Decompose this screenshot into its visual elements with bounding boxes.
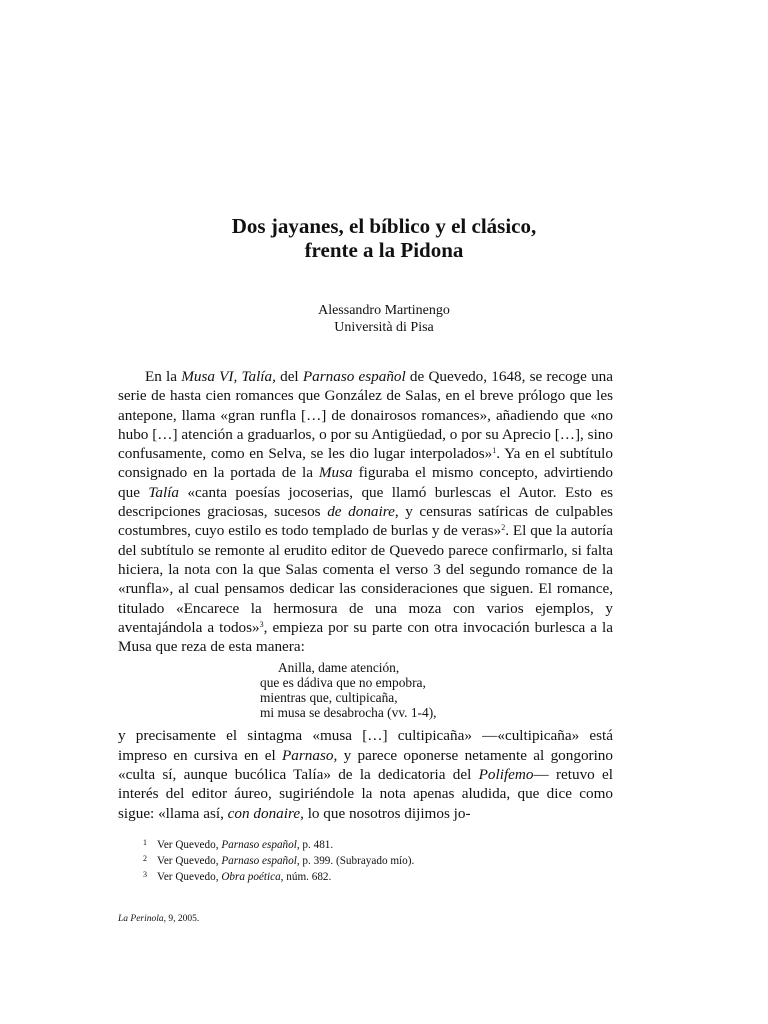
text-run: y precisamente el sintagma «musa […] cultipicaña» —«cultipicaña» está impreso en cursiva en el xyxy=(118,727,613,764)
text-run: , p. 481. xyxy=(296,839,334,851)
verse-line: mientras que, cultipicaña, xyxy=(260,690,398,706)
italic-title: Talía xyxy=(148,483,180,501)
text-run: Ver Quevedo, xyxy=(157,839,222,851)
text-run: figuraba el mismo concepto, advirtiendo que xyxy=(118,464,613,501)
italic-title: Musa xyxy=(318,464,353,482)
title-line-2: frente a la Pidona xyxy=(304,238,464,262)
italic-title: Parnaso español xyxy=(302,368,406,385)
journal-issue: , 9, 2005. xyxy=(163,914,200,924)
paragraph-1 xyxy=(118,367,613,656)
italic-title: Parnaso español xyxy=(221,855,297,867)
journal-name: La Perinola xyxy=(118,914,164,924)
article-title xyxy=(0,214,768,262)
italic-title: Polifemo xyxy=(478,766,534,784)
text-run: Ver Quevedo, xyxy=(157,871,222,883)
footnotes xyxy=(143,836,414,884)
verse-quote xyxy=(260,660,613,720)
author-block xyxy=(0,302,768,336)
text-run: del xyxy=(275,368,303,385)
footnote-2 xyxy=(143,852,414,868)
footnote-number: 2 xyxy=(143,854,147,863)
italic-title: Parnaso español xyxy=(221,839,297,851)
italic-phrase: con donaire, xyxy=(227,804,304,822)
footnote-number: 1 xyxy=(143,838,147,847)
footnote-ref-1: 1 xyxy=(492,446,497,456)
title-line-1: Dos jayanes, el bíblico y el clásico, xyxy=(231,214,537,238)
text-run: — retuvo el interés del editor áureo, sugiriéndole la nota apenas aludida, que dice como sigue: «llama así, xyxy=(118,766,613,822)
text-run: de Quevedo, 1648, se recoge una serie de hasta cien romances que González de Salas, en el breve prólogo que les antepone, llama «gran runfla […] de donairosos romances», añadiendo que «no hubo […] atención a graduarlos, o por su Antigüedad, o por su Aprecio […], sino confusamente, como en Selva, se les dio lugar interpolados» xyxy=(118,368,614,463)
verse-line: que es dádiva que no empobra, xyxy=(260,675,426,691)
text-run: , p. 399. (Subrayado mío). xyxy=(296,855,415,867)
footnote-ref-3: 3 xyxy=(259,619,264,629)
italic-title: Obra poética xyxy=(221,871,281,883)
text-run: En la xyxy=(145,368,182,385)
text-run: y parece oponerse netamente al gongorino «culta sí, aunque bucólica Talía» de la dedicatoria del xyxy=(118,746,613,784)
footnote-1 xyxy=(143,836,414,852)
footnote-3 xyxy=(143,868,414,884)
text-run: . Ya en el subtítulo consignado en la portada de la xyxy=(118,445,613,482)
article-body xyxy=(118,367,613,823)
text-run: , núm. 682. xyxy=(280,871,332,883)
verse-line: Anilla, dame atención, xyxy=(278,660,400,676)
italic-title: Parnaso, xyxy=(282,746,338,764)
text-run: , empieza por su parte con otra invocación burlesca a la Musa que reza de esta manera: xyxy=(118,618,613,656)
text-run: , y censuras satíricas de culpables costumbres, cuyo estilo es todo templado de burlas y de veras» xyxy=(118,503,613,540)
italic-phrase: de donaire xyxy=(327,503,395,521)
paragraph-2 xyxy=(118,726,613,822)
italic-title: Musa VI, Talía, xyxy=(181,368,276,385)
text-run: . El que la autoría del subtítulo se remonte al erudito editor de Quevedo parece confirmarlo, si falta hiciera, la nota con la que Salas comenta el verso 3 del segundo romance de la «runfla», al cual pensamos dedicar las consideraciones que siguen. El romance, titulado «Encarece la hermosura de una moza con varios ejemplos, y aventajándola a todos» xyxy=(118,522,613,636)
text-run: «canta poesías jocoserias, que llamó burlescas el Autor. Esto es descripciones graciosas, sucesos xyxy=(118,483,613,521)
journal-citation xyxy=(118,914,199,924)
author-name: Alessandro Martinengo xyxy=(318,303,450,318)
text-run: lo que nosotros dijimos jo- xyxy=(303,804,471,822)
footnote-ref-2: 2 xyxy=(501,523,506,533)
author-affiliation: Università di Pisa xyxy=(334,320,434,335)
text-run: Ver Quevedo, xyxy=(157,855,222,867)
verse-line: mi musa se desabrocha (vv. 1-4), xyxy=(260,705,437,721)
footnote-number: 3 xyxy=(143,870,147,879)
